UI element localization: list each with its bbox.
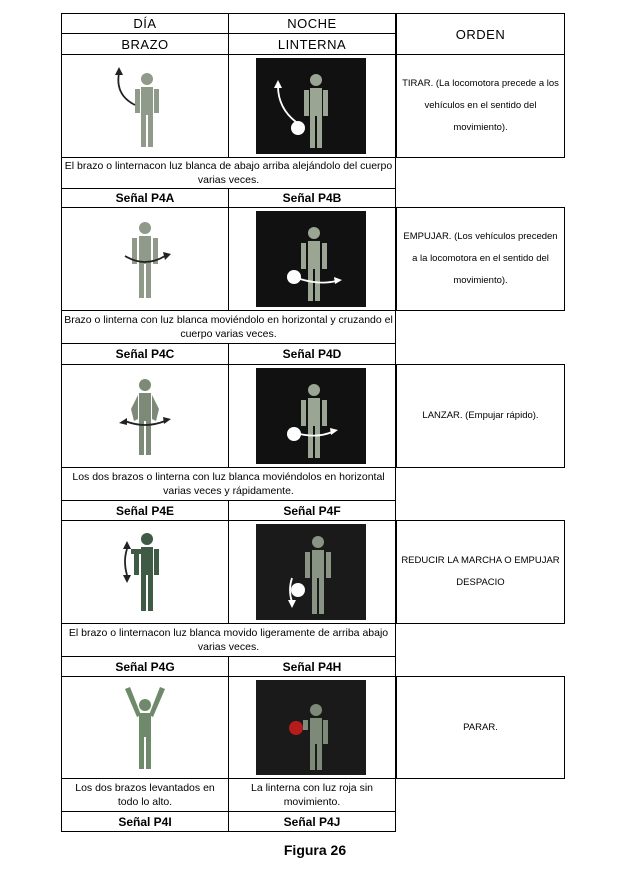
night-cell-p4b <box>228 54 396 158</box>
night-cell-p4j <box>228 676 396 779</box>
signalman-arm-down-icon <box>85 527 205 617</box>
signal-p4f: Señal P4F <box>228 500 396 521</box>
signalman-arms-raised-icon <box>85 683 205 773</box>
day-pictogram-p4c <box>61 207 229 311</box>
signal-p4j: Señal P4J <box>228 811 396 832</box>
header-linterna: LINTERNA <box>228 33 396 55</box>
header-noche: NOCHE <box>228 13 396 34</box>
night-cell-p4h <box>228 520 396 624</box>
figure-caption: Figura 26 <box>283 842 347 858</box>
signal-p4d: Señal P4D <box>228 343 396 365</box>
signal-p4h: Señal P4H <box>228 656 396 677</box>
night-cell-p4f <box>228 364 396 468</box>
day-pictogram-p4g <box>61 520 229 624</box>
signalman-lamp-up-icon <box>256 58 366 154</box>
signalman-arm-horizontal-icon <box>85 214 205 304</box>
day-pictogram-p4e <box>61 364 229 468</box>
orden-p4g: REDUCIR LA MARCHA O EMPUJAR DESPACIO <box>396 520 565 624</box>
header-orden: ORDEN <box>396 13 565 55</box>
signal-p4e: Señal P4E <box>61 500 229 521</box>
caption-p4c: Brazo o linterna con luz blanca moviéndolo en horizontal y cruzando el cuerpo varias veces. <box>61 310 396 344</box>
signalman-red-lamp-icon <box>256 680 366 775</box>
night-background <box>256 58 366 154</box>
signal-p4c: Señal P4C <box>61 343 229 365</box>
signalman-arm-up-icon <box>85 61 205 151</box>
caption-p4g: El brazo o linternacon luz blanca movido ligeramente de arriba abajo varias veces. <box>61 623 396 657</box>
signal-p4b: Señal P4B <box>228 188 396 208</box>
signalman-lamp-fast-icon <box>256 368 366 464</box>
night-background <box>256 368 366 464</box>
signalman-lamp-horizontal-icon <box>256 211 366 307</box>
signalman-lamp-down-icon <box>256 524 366 620</box>
signal-p4i: Señal P4I <box>61 811 229 832</box>
orden-p4i: PARAR. <box>396 676 565 779</box>
caption-p4e: Los dos brazos o linterna con luz blanca moviéndolos en horizontal varias veces y rápidamente. <box>61 467 396 501</box>
night-background <box>256 680 366 775</box>
caption-p4a: El brazo o linternacon luz blanca de abajo arriba alejándolo del cuerpo varias veces. <box>61 157 396 189</box>
orden-p4e: LANZAR. (Empujar rápido). <box>396 364 565 468</box>
day-pictogram-p4i <box>61 676 229 779</box>
orden-p4c: EMPUJAR. (Los vehículos preceden a la locomotora en el sentido del movimiento). <box>396 207 565 311</box>
signal-p4a: Señal P4A <box>61 188 229 208</box>
header-brazo: BRAZO <box>61 33 229 55</box>
day-pictogram-p4a <box>61 54 229 158</box>
orden-p4a: TIRAR. (La locomotora precede a los vehículos en el sentido del movimiento). <box>396 54 565 158</box>
signalman-both-arms-icon <box>85 371 205 461</box>
caption-p4i: Los dos brazos levantados en todo lo alto. <box>61 778 229 812</box>
caption-p4j: La linterna con luz roja sin movimiento. <box>228 778 396 812</box>
header-dia: DÍA <box>61 13 229 34</box>
night-cell-p4d <box>228 207 396 311</box>
signal-p4g: Señal P4G <box>61 656 229 677</box>
night-background <box>256 211 366 307</box>
night-background <box>256 524 366 620</box>
